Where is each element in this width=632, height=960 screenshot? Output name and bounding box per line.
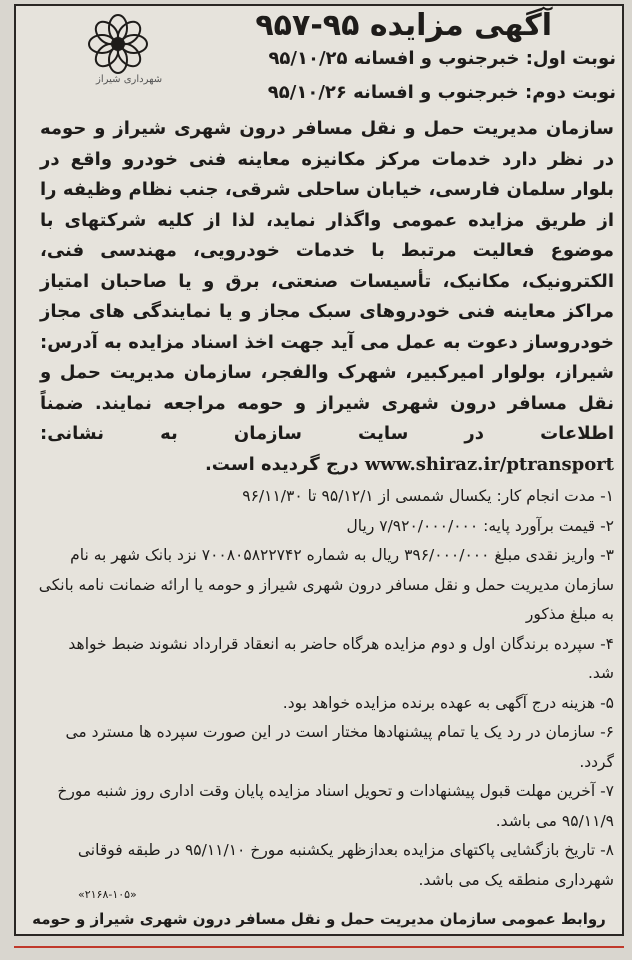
body-end-text: درج گردیده است. — [204, 453, 359, 475]
condition-item: ۱- مدت انجام کار: یکسال شمسی از ۹۵/۱۲/۱ تا ۹۶/۱۱/۳۰ — [242, 487, 614, 505]
logo-caption: شهرداری شیراز — [96, 74, 163, 85]
conditions-list — [38, 482, 614, 895]
condition-item: ۲- قیمت برآورد پایه: ۷/۹۲۰/۰۰۰/۰۰۰ ریال — [346, 516, 614, 535]
notice-body — [40, 114, 614, 480]
condition-item: ۸- تاریخ بازگشایی پاکتهای مزایده بعدازظهر یکشنبه مورخ ۹۵/۱۱/۱۰ در طبقه فوقانی شهرداری منطقه یک می باشد. — [77, 841, 614, 889]
condition-item: ۵- هزینه درج آگهی به عهده برنده مزایده خواهد بود. — [282, 693, 614, 712]
condition-item: ۴- سپرده برندگان اول و دوم مزایده هرگاه حاضر به انعقاد قرارداد نشوند ضبط خواهد شد. — [68, 634, 614, 682]
first-publication: نوبت اول: خبرجنوب و افسانه ۹۵/۱۰/۲۵ — [268, 48, 616, 69]
notice-code: «۲۱۶۸-۱۰۵» — [78, 888, 137, 901]
website-link[interactable]: www.shiraz.ir/ptransport — [364, 453, 614, 475]
bottom-divider — [14, 946, 624, 948]
body-main-text: سازمان مدیریت حمل و نقل مسافر درون شهری شیراز و حومه در نظر دارد خدمات مرکز مکانیزه معاینه فنی خودرو واقع در بلوار سلمان فارسی، خیابان ساحلی شرقی، جنب نظام وظیفه را از طریق مزایده عمومی واگذار نماید، لذا از کلیه شرکتهای با موضوع فعالیت مرتبط با خدمات خودرویی، مهندسی فنی، الکترونیک، مکانیک، تأسیسات صنعتی، برق و یا صاحبان امتیاز مراکز معاینه فنی خودروهای سبک مجاز و یا نمایندگی های مجاز خودروساز دعوت به عمل می آید جهت اخذ اسناد مزایده به آدرس: شیراز، بولوار امیرکبیر، شهرک والفجر، سازمان مدیریت حمل و نقل مسافر درون شهری شیراز و حومه مراجعه نمایند. ضمناً اطلاعات در سایت سازمان به نشانی: — [40, 118, 614, 444]
auction-notice — [14, 4, 624, 936]
notice-header — [16, 6, 622, 116]
notice-title: آگهی مزایده ۹۵-۹۵۷ — [255, 8, 552, 43]
flower-emblem-icon — [86, 12, 150, 76]
condition-item: ۷- آخرین مهلت قبول پیشنهادات و تحویل اسناد مزایده پایان وقت اداری روز شنبه مورخ ۹۵/۱۱/۹ می باشد. — [57, 782, 614, 830]
condition-item: ۶- سازمان در رد یک یا تمام پیشنهادها مختار است در این صورت سپرده ها مسترد می گردد. — [65, 723, 614, 771]
condition-item: ۳- واریز نقدی مبلغ ۳۹۶/۰۰۰/۰۰۰ ریال به شماره ۷۰۰۸۰۵۸۲۲۷۴۲ نزد بانک شهر به نام سازمان مدیریت حمل و نقل مسافر درون شهری شیراز و حومه یا ارائه ضمانت نامه بانکی به مبلغ مذکور — [38, 546, 614, 623]
public-relations-signature: روابط عمومی سازمان مدیریت حمل و نقل مسافر درون شهری شیراز و حومه — [32, 910, 606, 928]
second-publication: نوبت دوم: خبرجنوب و افسانه ۹۵/۱۰/۲۶ — [267, 82, 616, 103]
